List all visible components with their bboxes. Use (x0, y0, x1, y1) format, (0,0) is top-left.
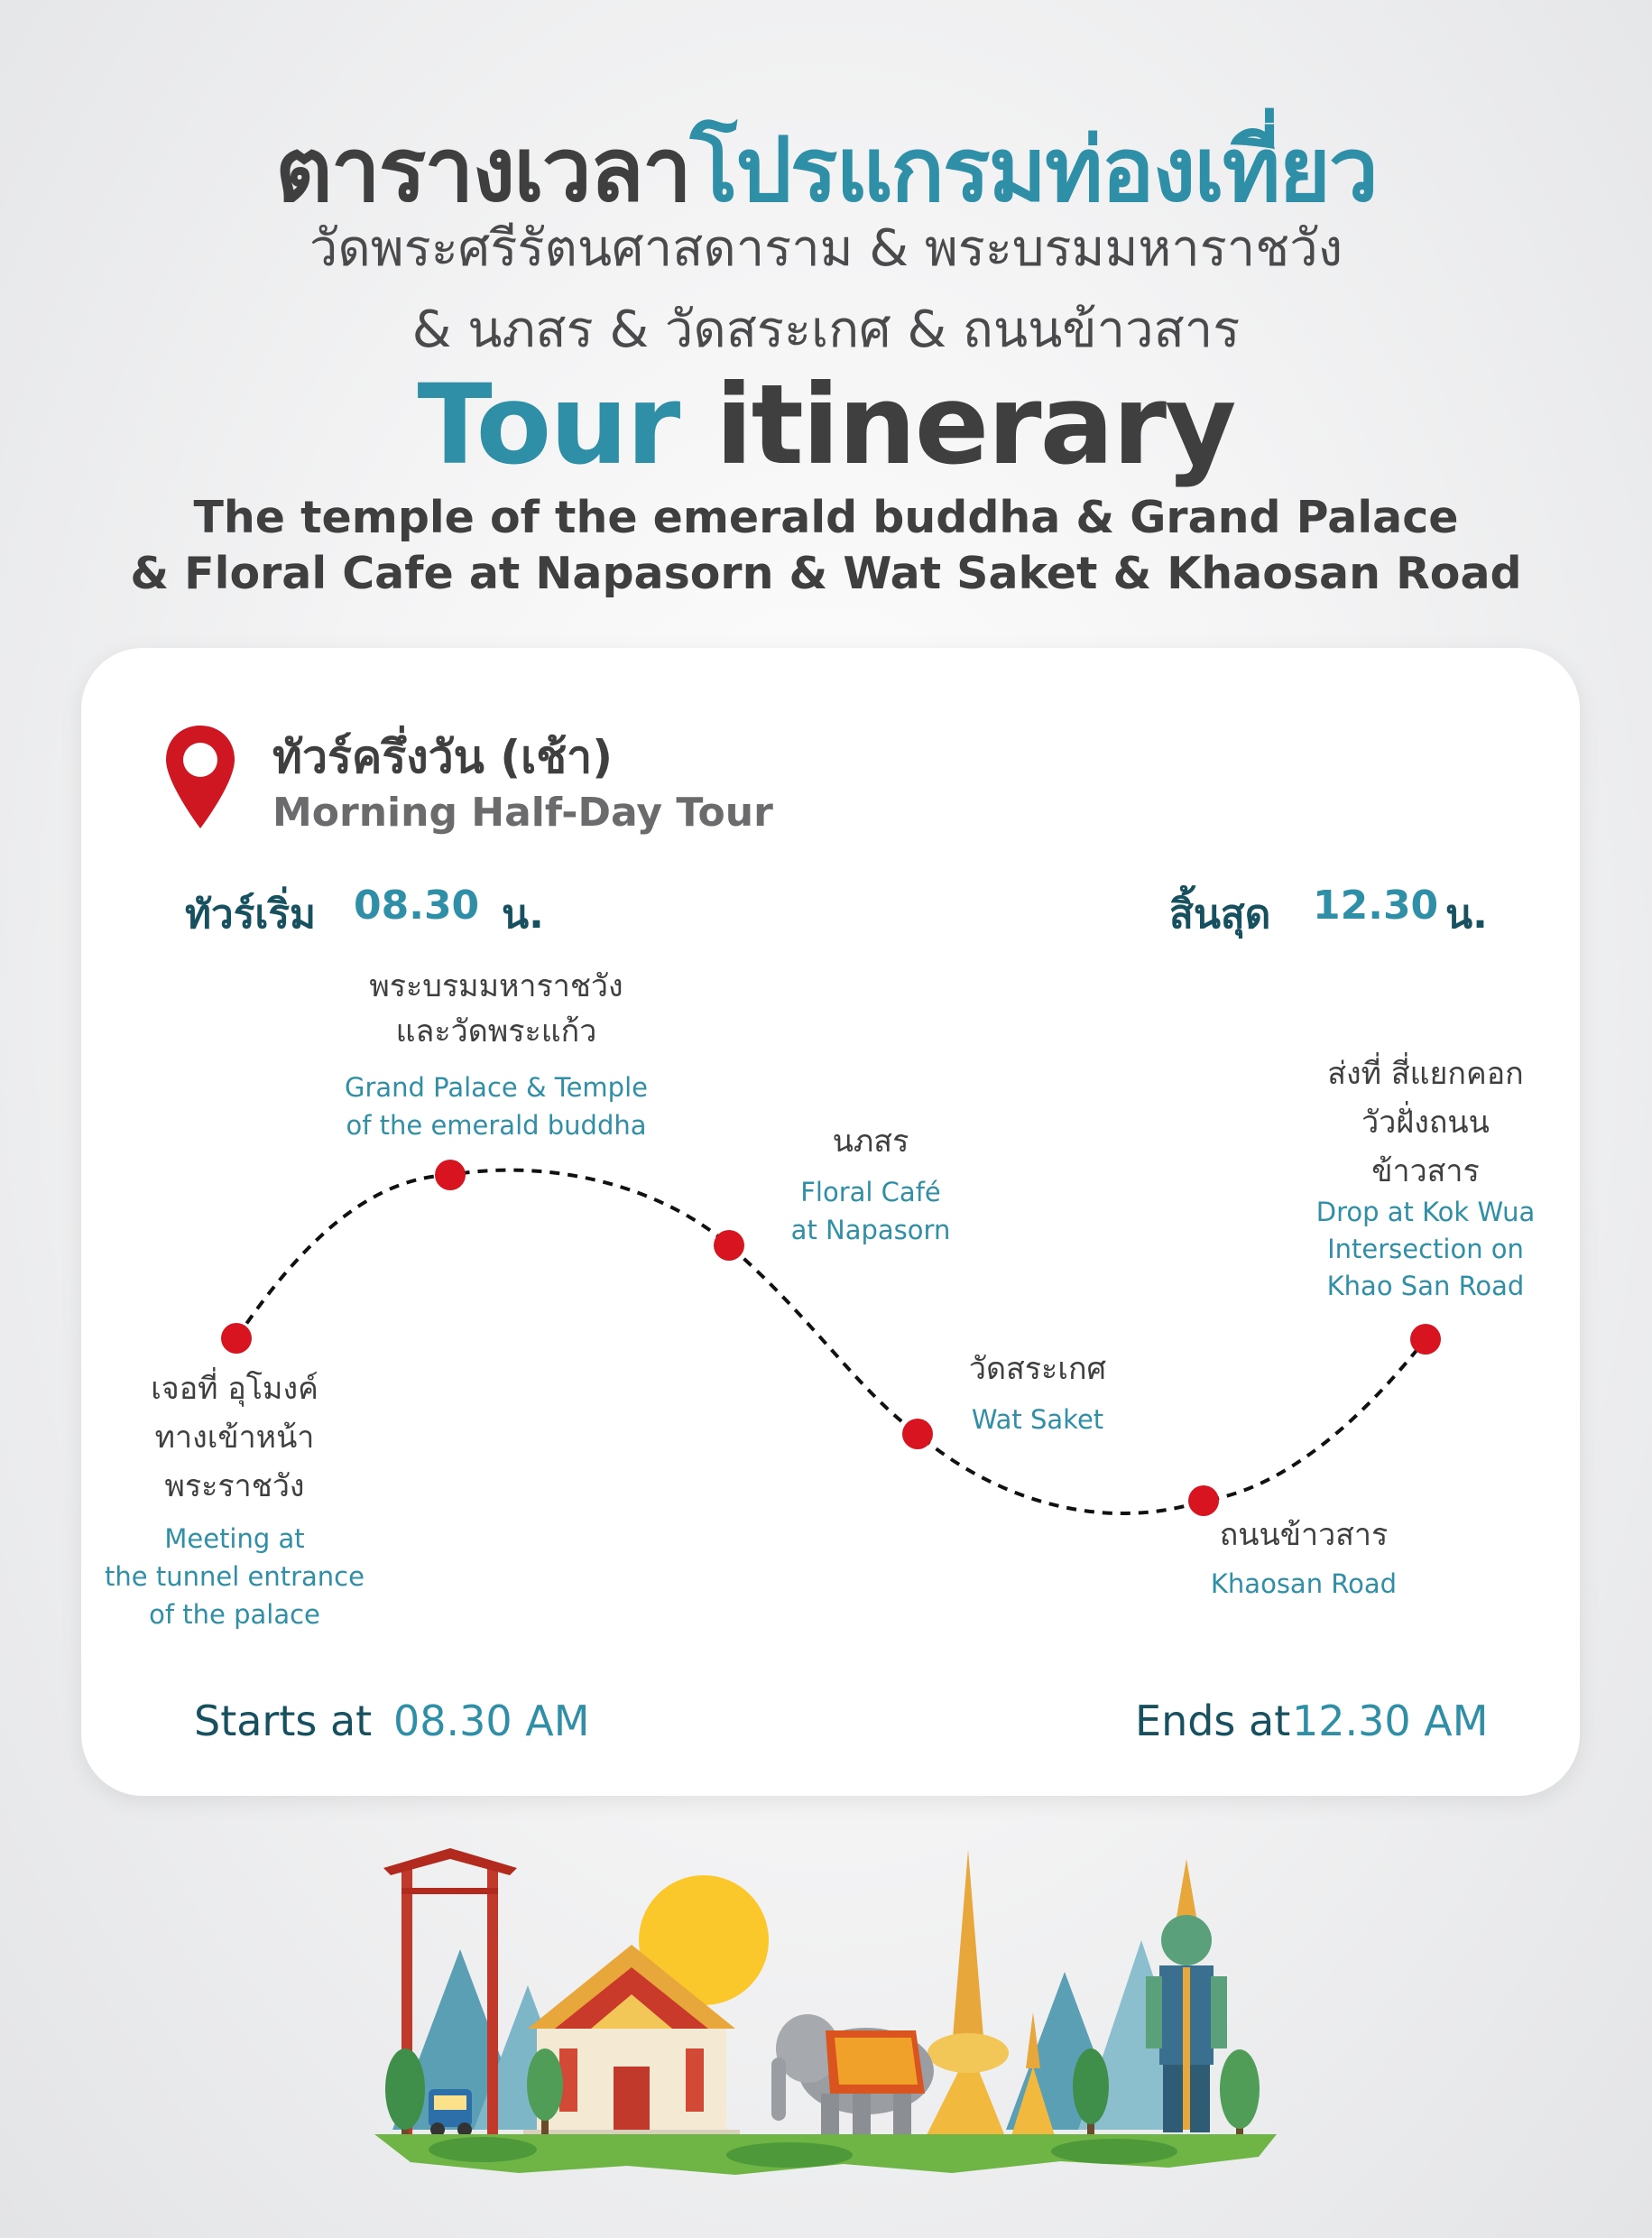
stop-en-line: Drop at Kok Wua (1315, 1197, 1536, 1227)
tour-name-en: Morning Half-Day Tour (272, 790, 773, 836)
tuk-tuk-icon (429, 2089, 472, 2137)
stop-thai-line: ส่งที่ สี่แยกคอก (1327, 1056, 1524, 1092)
subtitle-thai-line2: & นภสร & วัดสระเกศ & ถนนข้าวสาร (411, 301, 1241, 359)
stop-en-line: Khaosan Road (1210, 1568, 1398, 1599)
starts-at-label: Starts at (194, 1697, 373, 1745)
stop-meeting-point (99, 1364, 370, 1633)
bush-icon (1051, 2139, 1177, 2164)
stop-thai-line: ทางเข้าหน้า (154, 1420, 315, 1456)
stop-en-line: Intersection on (1327, 1234, 1524, 1264)
thailand-landmarks-illustration (374, 1832, 1277, 2184)
stop-drop-off (1286, 1050, 1565, 1305)
stop-thai-line: ถนนข้าวสาร (1219, 1517, 1389, 1553)
title-thai-part1: ตารางเวลา (275, 119, 690, 222)
stop-en-line: Wat Saket (971, 1404, 1104, 1435)
title-thai-part2: โปรแกรมท่องเที่ยว (689, 119, 1377, 222)
end-time: 12.30 (1313, 883, 1439, 929)
stop-en-line: Floral Café (800, 1177, 941, 1207)
stop-wat-saket (929, 1345, 1146, 1438)
elephant-icon (771, 2014, 934, 2141)
stop-thai-line: พระบรมมหาราชวัง (369, 968, 623, 1004)
subtitle-en-line1: The temple of the emerald buddha & Grand Palace (193, 492, 1459, 543)
title-en-part1: Tour (417, 361, 679, 489)
ends-at-time: 12.30 AM (1292, 1697, 1489, 1745)
golden-stupa-icon (925, 1850, 1056, 2139)
end-label-thai: สิ้นสุด (1169, 892, 1271, 938)
stop-en-line: the tunnel entrance (105, 1561, 365, 1592)
stop-thai-line: วัวฝั่งถนน (1361, 1105, 1490, 1141)
stop-napasorn (762, 1117, 979, 1249)
stop-thai-line: นภสร (832, 1124, 909, 1160)
title-en-part2: itinerary (715, 361, 1235, 489)
stop-thai-line: เจอที่ อุโมงค์ (151, 1371, 318, 1407)
stop-en-line: Grand Palace & Temple (345, 1072, 648, 1103)
stop-en-line: at Napasorn (790, 1215, 951, 1245)
stop-en-line: of the palace (149, 1599, 320, 1630)
start-label-thai: ทัวร์เริ่ม (185, 892, 317, 938)
stop-grand-palace (334, 964, 659, 1144)
bush-icon (429, 2137, 537, 2162)
end-unit: น. (1445, 892, 1488, 938)
stop-khaosan-road (1164, 1511, 1444, 1603)
starts-at-time: 08.30 AM (393, 1697, 590, 1745)
title-en (0, 361, 1652, 489)
start-unit: น. (502, 892, 544, 938)
ends-at-label: Ends at (1135, 1697, 1291, 1745)
stop-thai-line: และวัดพระแก้ว (395, 1013, 597, 1050)
start-time: 08.30 (354, 883, 480, 929)
tour-name-thai: ทัวร์ครึ่งวัน (เช้า) (272, 731, 614, 783)
stop-thai-line: พระราชวัง (164, 1468, 305, 1504)
stop-thai-line: ข้าวสาร (1371, 1153, 1480, 1189)
subtitle-en-line2: & Floral Cafe at Napasorn & Wat Saket & Khaosan Road (130, 548, 1522, 599)
stop-en-line: Khao San Road (1326, 1271, 1525, 1301)
stop-thai-line: วัดสระเกศ (968, 1351, 1107, 1387)
bush-icon (726, 2142, 853, 2168)
stop-en-line: Meeting at (164, 1523, 305, 1554)
map-pin-icon (162, 722, 238, 832)
stop-en-line: of the emerald buddha (346, 1110, 647, 1141)
subtitle-thai-line1: วัดพระศรีรัตนศาสดาราม & พระบรมมหาราชวัง (309, 219, 1343, 278)
